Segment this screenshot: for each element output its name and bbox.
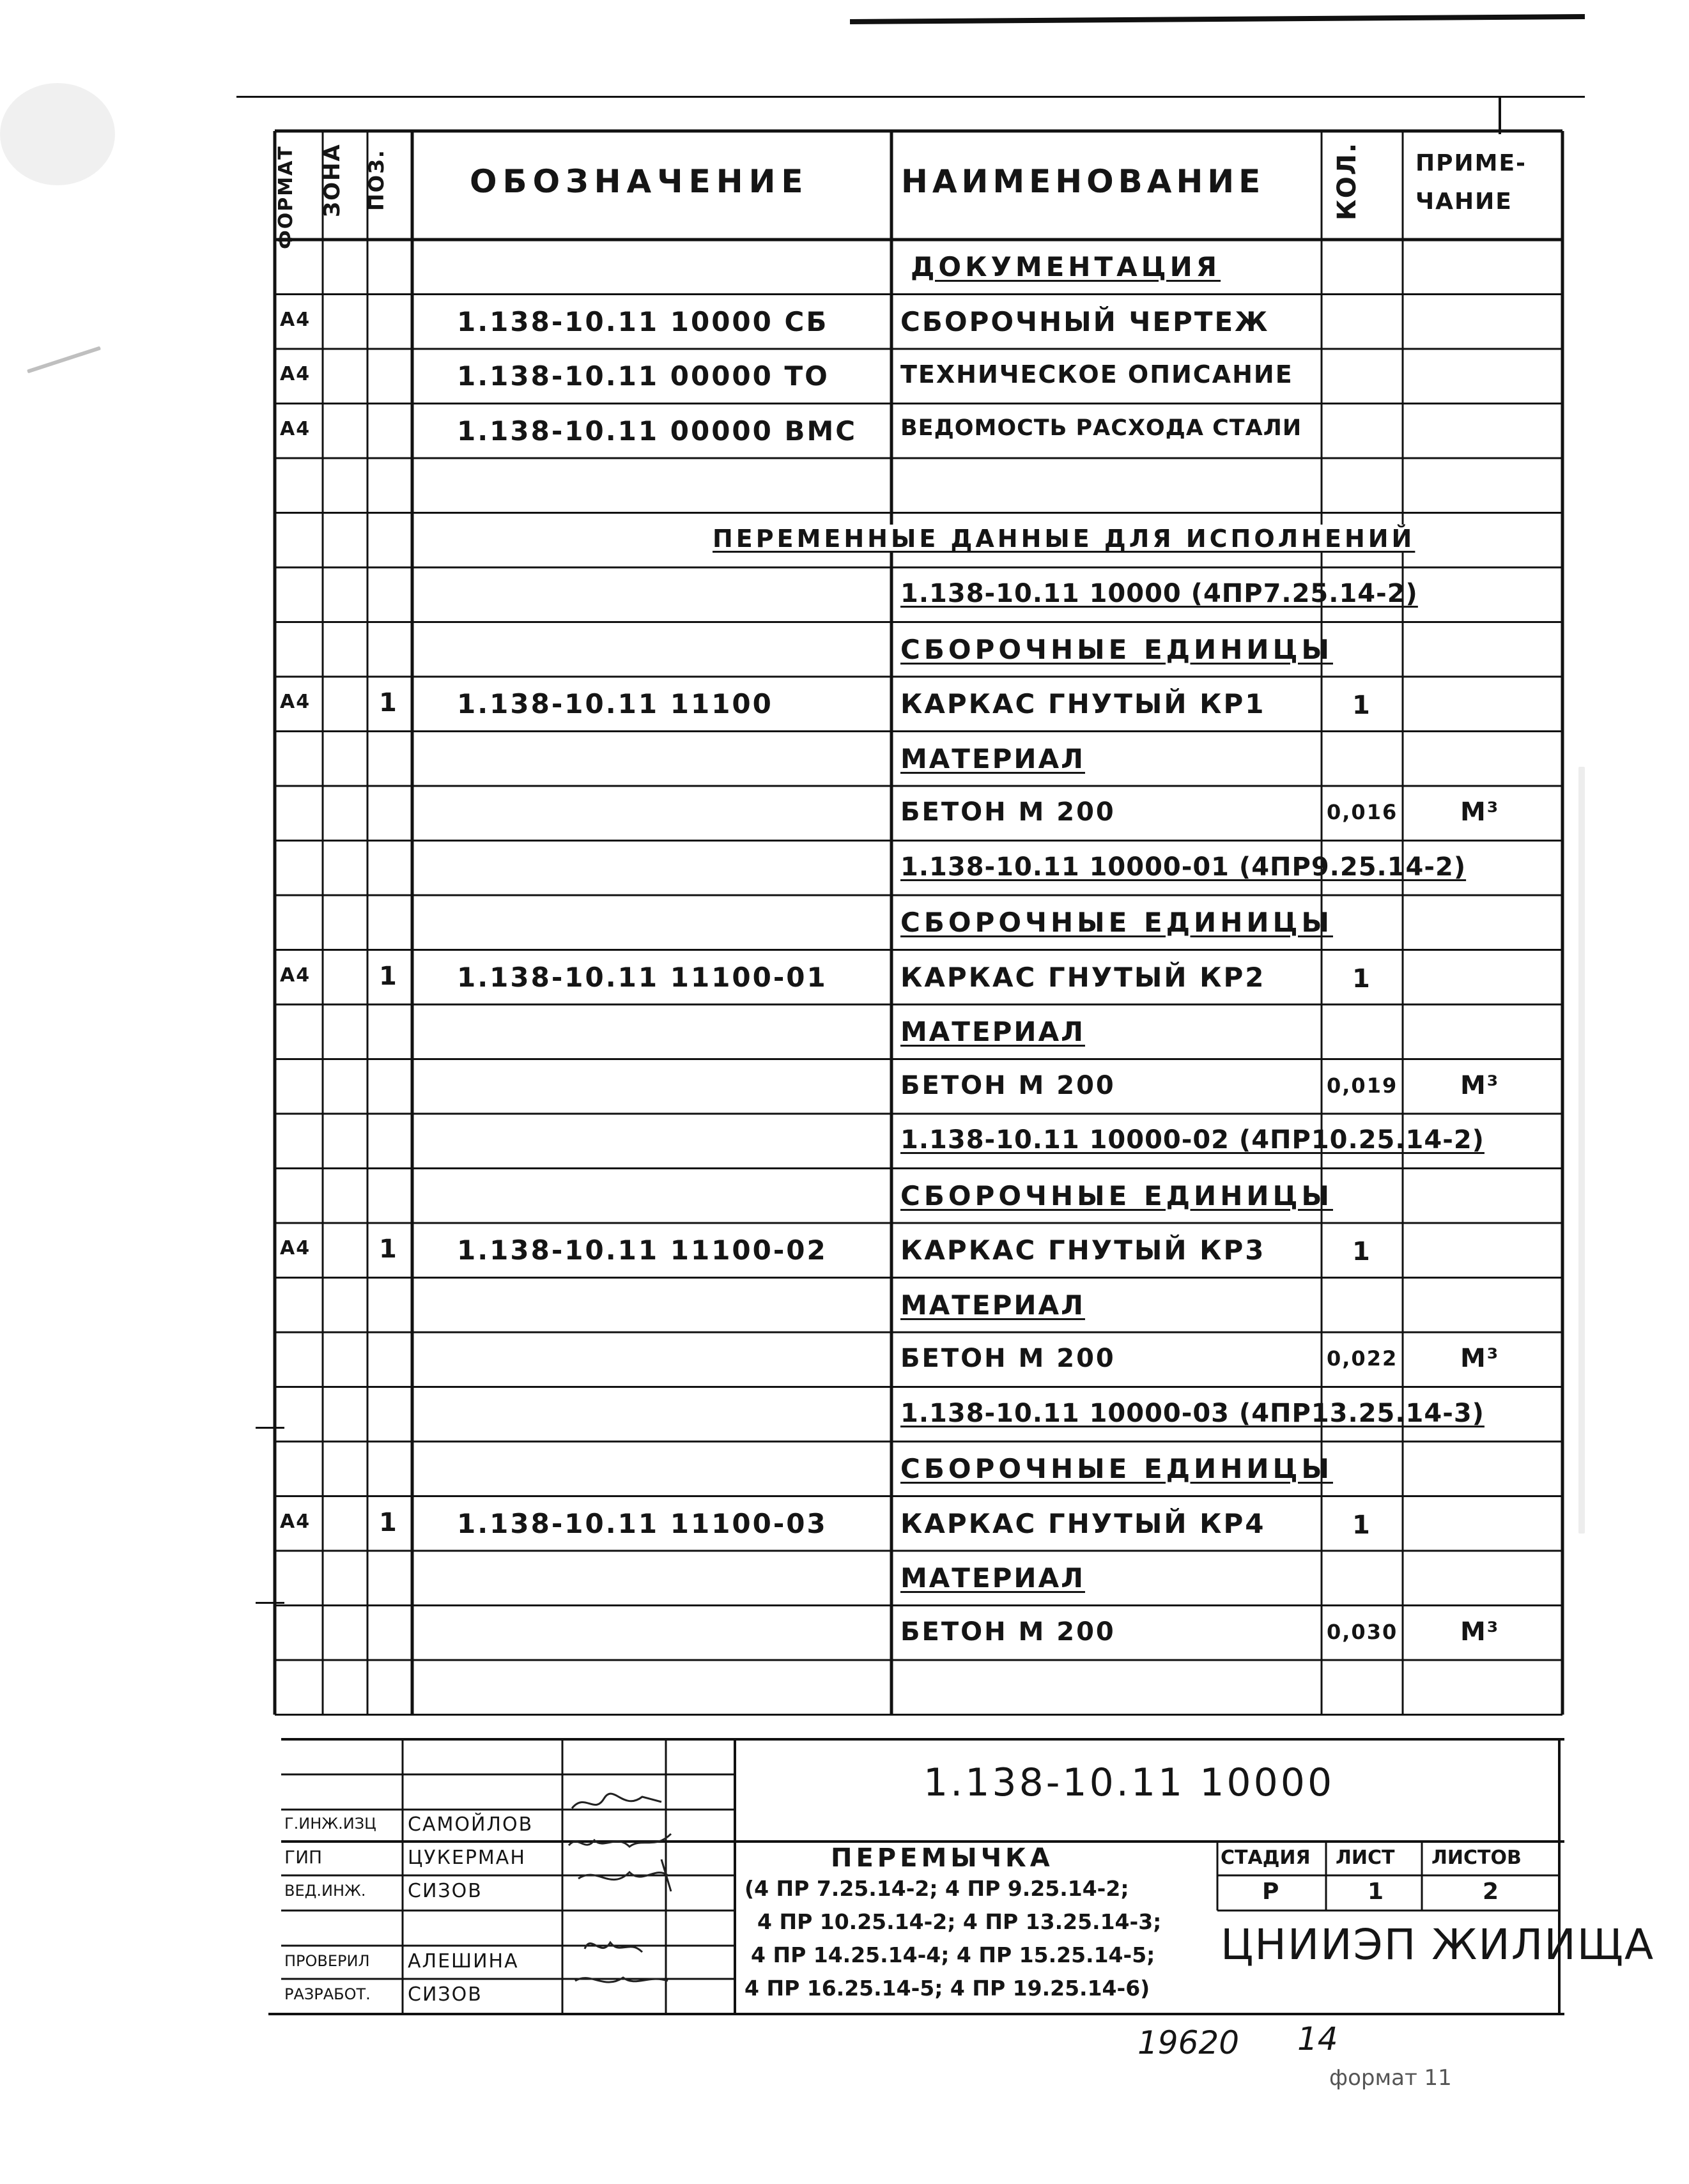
header-zone: ЗОНА: [320, 143, 345, 217]
row-position: 1: [379, 1507, 398, 1537]
title-sheets-label: ЛИСТОВ: [1431, 1847, 1522, 1869]
row-name: ТЕХНИЧЕСКОЕ ОПИСАНИЕ: [900, 360, 1293, 388]
signature-tsukerman: [569, 1834, 671, 1847]
title-stage-label: СТАДИЯ: [1221, 1847, 1311, 1869]
title-variants-line-1: (4 ПР 7.25.14-2; 4 ПР 9.25.14-2;: [744, 1876, 1129, 1901]
signature-samoylov: [572, 1794, 661, 1808]
signature-sizov: [578, 1859, 671, 1891]
staff-name: ЦУКЕРМАН: [408, 1847, 526, 1869]
row-format: А4: [280, 964, 311, 987]
title-variants-line-2: 4 ПР 10.25.14-2; 4 ПР 13.25.14-3;: [757, 1909, 1162, 1934]
row-designation: 1.138-10.11 00000 ТО: [457, 360, 829, 392]
row-quantity: 0,019: [1327, 1073, 1398, 1098]
title-sheets-value: 2: [1483, 1879, 1499, 1905]
row-name: КАРКАС ГНУТЫЙ КР1: [900, 688, 1266, 719]
row-quantity: 1: [1352, 691, 1371, 720]
row-designation: 1.138-10.11 11100-02: [457, 1234, 828, 1266]
row-name: КАРКАС ГНУТЫЙ КР4: [900, 1507, 1266, 1539]
row-quantity: 1: [1352, 964, 1371, 994]
row-format: А4: [280, 1510, 311, 1533]
header-note-line2: ЧАНИЕ: [1415, 188, 1513, 215]
row-designation: 1.138-10.11 11100: [457, 688, 773, 719]
staff-name: СИЗОВ: [408, 1880, 482, 1902]
page-number: 14: [1297, 2020, 1338, 2057]
row-name: МАТЕРИАЛ: [900, 742, 1085, 774]
row-note: М³: [1460, 1344, 1500, 1373]
row-name: КАРКАС ГНУТЫЙ КР2: [900, 961, 1266, 993]
row-name: 1.138-10.11 10000-01 (4ПР9.25.14-2): [900, 852, 1467, 882]
title-variants-line-4: 4 ПР 16.25.14-5; 4 ПР 19.25.14-6): [744, 1976, 1150, 2001]
staff-role: ПРОВЕРИЛ: [284, 1952, 370, 1970]
row-name: СБОРОЧНЫЕ ЕДИНИЦЫ: [900, 1453, 1333, 1484]
row-name: МАТЕРИАЛ: [900, 1562, 1085, 1594]
staff-name: САМОЙЛОВ: [408, 1813, 534, 1836]
row-name: СБОРОЧНЫЙ ЧЕРТЕЖ: [900, 305, 1270, 337]
signature-aleshina: [585, 1942, 642, 1952]
row-name: БЕТОН М 200: [900, 797, 1116, 827]
row-position: 1: [379, 961, 398, 991]
row-name: МАТЕРИАЛ: [900, 1289, 1085, 1321]
header-qty: КОЛ.: [1332, 141, 1362, 220]
row-format: А4: [280, 363, 311, 385]
row-name: ВЕДОМОСТЬ РАСХОДА СТАЛИ: [900, 415, 1302, 441]
title-product-name: ПЕРЕМЫЧКА: [831, 1843, 1054, 1873]
row-format: А4: [280, 308, 311, 331]
row-designation: 1.138-10.11 00000 ВМС: [457, 415, 858, 447]
row-name: БЕТОН М 200: [900, 1070, 1116, 1100]
row-quantity: 1: [1352, 1510, 1371, 1540]
row-format: А4: [280, 691, 311, 713]
row-name: 1.138-10.11 10000-03 (4ПР13.25.14-3): [900, 1398, 1485, 1428]
title-variants-line-3: 4 ПР 14.25.14-4; 4 ПР 15.25.14-5;: [751, 1942, 1155, 1967]
header-name: НАИМЕНОВАНИЕ: [901, 163, 1265, 200]
row-designation: 1.138-10.11 11100-03: [457, 1507, 828, 1539]
header-note-line1: ПРИМЕ-: [1415, 150, 1527, 176]
staff-role: ГИП: [284, 1847, 323, 1868]
title-sheet-value: 1: [1368, 1879, 1384, 1905]
title-sheet-label: ЛИСТ: [1336, 1847, 1395, 1869]
staff-role: РАЗРАБОТ.: [284, 1985, 371, 2003]
row-designation: 1.138-10.11 10000 СБ: [457, 305, 829, 337]
row-format: А4: [280, 1237, 311, 1259]
row-name: СБОРОЧНЫЕ ЕДИНИЦЫ: [900, 633, 1333, 665]
row-name: СБОРОЧНЫЕ ЕДИНИЦЫ: [900, 907, 1333, 938]
archive-number: 19620: [1138, 2024, 1240, 2061]
row-quantity: 0,022: [1327, 1346, 1398, 1371]
header-pos: ПОЗ.: [364, 149, 389, 211]
row-quantity: 0,016: [1327, 800, 1398, 824]
row-format: А4: [280, 417, 311, 440]
row-name: 1.138-10.11 10000-02 (4ПР10.25.14-2): [900, 1125, 1485, 1155]
title-organization: ЦНИИЭП ЖИЛИЩА: [1221, 1920, 1655, 1969]
row-position: 1: [379, 688, 398, 718]
row-note: М³: [1460, 797, 1500, 827]
row-note: М³: [1460, 1070, 1500, 1100]
staff-role: Г.ИНЖ.ИЗЦ: [284, 1815, 376, 1833]
title-doc-number: 1.138-10.11 10000: [923, 1760, 1335, 1805]
row-quantity: 1: [1352, 1237, 1371, 1266]
staff-name: АЛЕШИНА: [408, 1950, 519, 1973]
row-name: КАРКАС ГНУТЫЙ КР3: [900, 1234, 1266, 1266]
row-name: ДОКУМЕНТАЦИЯ: [911, 251, 1221, 282]
staff-role: ВЕД.ИНЖ.: [284, 1882, 366, 1900]
row-name: МАТЕРИАЛ: [900, 1016, 1085, 1047]
staff-name: СИЗОВ: [408, 1983, 482, 2006]
format-note: формат 11: [1329, 2065, 1452, 2091]
header-designation: ОБОЗНАЧЕНИЕ: [470, 163, 809, 200]
row-name: СБОРОЧНЫЕ ЕДИНИЦЫ: [900, 1180, 1333, 1211]
row-designation: 1.138-10.11 11100-01: [457, 961, 828, 993]
header-format: ФОРМАТ: [275, 145, 297, 249]
row-name: 1.138-10.11 10000 (4ПР7.25.14-2): [900, 579, 1418, 608]
row-name: БЕТОН М 200: [900, 1344, 1116, 1373]
row-position: 1: [379, 1234, 398, 1264]
row-name: БЕТОН М 200: [900, 1617, 1116, 1647]
signatures: [566, 1789, 681, 1994]
row-quantity: 0,030: [1327, 1619, 1398, 1644]
title-stage-value: Р: [1262, 1879, 1279, 1905]
signature-sizov-2: [575, 1978, 668, 1982]
row-name: ПЕРЕМЕННЫЕ ДАННЫЕ ДЛЯ ИСПОЛНЕНИЙ: [713, 524, 1415, 553]
row-note: М³: [1460, 1617, 1500, 1647]
